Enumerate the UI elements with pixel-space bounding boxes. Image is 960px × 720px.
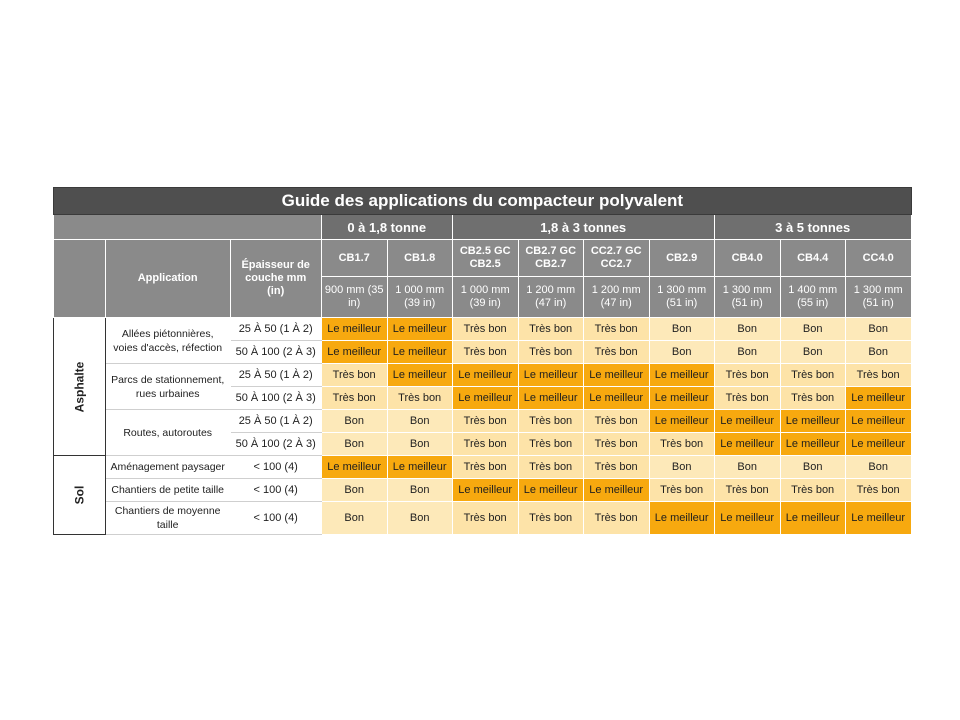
rating-cell: Bon [780,341,845,364]
category-header-spacer [54,240,106,318]
rating-cell: Très bon [452,318,518,341]
model-width: 1 000 mm (39 in) [387,277,452,318]
rating-cell: Le meilleur [845,387,911,410]
application-label: Routes, autoroutes [105,410,230,456]
model-width: 1 300 mm (51 in) [714,277,780,318]
rating-cell: Le meilleur [649,364,714,387]
rating-cell: Très bon [583,433,649,456]
rating-cell: Très bon [583,410,649,433]
rating-cell: Bon [845,341,911,364]
rating-cell: Le meilleur [780,410,845,433]
rating-cell: Bon [321,479,387,502]
rating-cell: Très bon [583,318,649,341]
rating-cell: Très bon [452,433,518,456]
rating-cell: Bon [845,318,911,341]
rating-cell: Très bon [452,341,518,364]
rating-cell: Très bon [387,387,452,410]
category-label-text: Asphalte [72,361,87,412]
rating-cell: Bon [649,318,714,341]
rating-cell: Le meilleur [321,318,387,341]
rating-cell: Bon [387,479,452,502]
rating-cell: Très bon [649,479,714,502]
rating-cell: Bon [649,456,714,479]
model-width: 1 400 mm (55 in) [780,277,845,318]
rating-cell: Bon [714,318,780,341]
rating-cell: Le meilleur [452,364,518,387]
rating-cell: Bon [321,502,387,535]
rating-cell: Le meilleur [714,433,780,456]
rating-cell: Le meilleur [714,502,780,535]
model-width: 1 200 mm (47 in) [518,277,583,318]
rating-cell: Très bon [780,479,845,502]
thickness-cell: 25 À 50 (1 À 2) [230,318,321,341]
table-row [54,410,912,433]
group-header: 3 à 5 tonnes [714,215,911,240]
rating-cell: Le meilleur [321,456,387,479]
group-header: 0 à 1,8 tonne [321,215,452,240]
model-width: 1 300 mm (51 in) [845,277,911,318]
model-name: CB4.4 [780,240,845,277]
model-name: CB1.8 [387,240,452,277]
model-name: CC4.0 [845,240,911,277]
model-width: 1 000 mm (39 in) [452,277,518,318]
rating-cell: Très bon [518,502,583,535]
rating-cell: Le meilleur [518,387,583,410]
thickness-cell: 50 À 100 (2 À 3) [230,387,321,410]
rating-cell: Le meilleur [387,364,452,387]
rating-cell: Bon [649,341,714,364]
rating-cell: Très bon [518,341,583,364]
model-name: CB2.9 [649,240,714,277]
rating-cell: Le meilleur [321,341,387,364]
rating-cell: Très bon [780,387,845,410]
rating-cell: Le meilleur [714,410,780,433]
model-width: 1 300 mm (51 in) [649,277,714,318]
rating-cell: Bon [321,410,387,433]
table-row [54,318,912,341]
thickness-cell: 50 À 100 (2 À 3) [230,341,321,364]
rating-cell: Le meilleur [387,456,452,479]
rating-cell: Très bon [321,364,387,387]
rating-cell: Très bon [452,456,518,479]
rating-cell: Très bon [321,387,387,410]
thickness-cell: < 100 (4) [230,502,321,535]
rating-cell: Le meilleur [387,341,452,364]
rating-cell: Le meilleur [518,479,583,502]
model-name: CB2.7 GC CB2.7 [518,240,583,277]
rating-cell: Le meilleur [780,502,845,535]
rating-cell: Le meilleur [583,479,649,502]
rating-cell: Très bon [714,364,780,387]
application-label: Chantiers de petite taille [105,479,230,502]
model-name: CB4.0 [714,240,780,277]
rating-cell: Le meilleur [452,387,518,410]
application-header: Application [105,240,230,318]
rating-cell: Le meilleur [845,433,911,456]
rating-cell: Le meilleur [583,364,649,387]
category-label-text: Sol [72,485,87,505]
model-name: CC2.7 GC CC2.7 [583,240,649,277]
rating-cell: Très bon [518,433,583,456]
rating-cell: Très bon [518,410,583,433]
rating-cell: Très bon [583,502,649,535]
table-row [54,456,912,479]
table-title: Guide des applications du compacteur polyvalent [54,188,912,215]
application-label: Chantiers de moyenne taille [105,502,230,535]
rating-cell: Bon [780,318,845,341]
rating-cell: Le meilleur [387,318,452,341]
group-header-spacer [54,215,322,240]
application-label: Allées piétonnières, voies d'accès, réfection [105,318,230,364]
rating-cell: Très bon [452,410,518,433]
rating-cell: Très bon [714,387,780,410]
rating-cell: Très bon [714,479,780,502]
thickness-cell: < 100 (4) [230,479,321,502]
rating-cell: Très bon [583,341,649,364]
thickness-cell: 25 À 50 (1 À 2) [230,410,321,433]
rating-cell: Bon [387,502,452,535]
rating-cell: Très bon [583,456,649,479]
rating-cell: Très bon [780,364,845,387]
application-guide-table [53,187,912,535]
rating-cell: Bon [714,341,780,364]
group-header: 1,8 à 3 tonnes [452,215,714,240]
rating-cell: Bon [714,456,780,479]
table-row [54,479,912,502]
category-label [54,318,106,456]
rating-cell: Bon [845,456,911,479]
rating-cell: Le meilleur [518,364,583,387]
rating-cell: Très bon [845,364,911,387]
table-row [54,502,912,535]
model-width: 1 200 mm (47 in) [583,277,649,318]
model-name: CB1.7 [321,240,387,277]
rating-cell: Très bon [518,318,583,341]
rating-cell: Bon [387,433,452,456]
rating-cell: Le meilleur [649,387,714,410]
application-label: Aménagement paysager [105,456,230,479]
rating-cell: Le meilleur [649,410,714,433]
category-label [54,456,106,535]
rating-cell: Très bon [845,479,911,502]
thickness-cell: 25 À 50 (1 À 2) [230,364,321,387]
table-row [54,364,912,387]
rating-cell: Le meilleur [780,433,845,456]
application-label: Parcs de stationnement, rues urbaines [105,364,230,410]
rating-cell: Le meilleur [583,387,649,410]
rating-cell: Bon [321,433,387,456]
rating-cell: Très bon [452,502,518,535]
rating-cell: Bon [387,410,452,433]
thickness-cell: 50 À 100 (2 À 3) [230,433,321,456]
model-name: CB2.5 GC CB2.5 [452,240,518,277]
rating-cell: Le meilleur [649,502,714,535]
thickness-cell: < 100 (4) [230,456,321,479]
rating-cell: Très bon [649,433,714,456]
rating-cell: Bon [780,456,845,479]
rating-cell: Le meilleur [845,410,911,433]
rating-cell: Très bon [518,456,583,479]
model-width: 900 mm (35 in) [321,277,387,318]
rating-cell: Le meilleur [845,502,911,535]
rating-cell: Le meilleur [452,479,518,502]
thickness-header: Épaisseur de couche mm (in) [230,240,321,318]
